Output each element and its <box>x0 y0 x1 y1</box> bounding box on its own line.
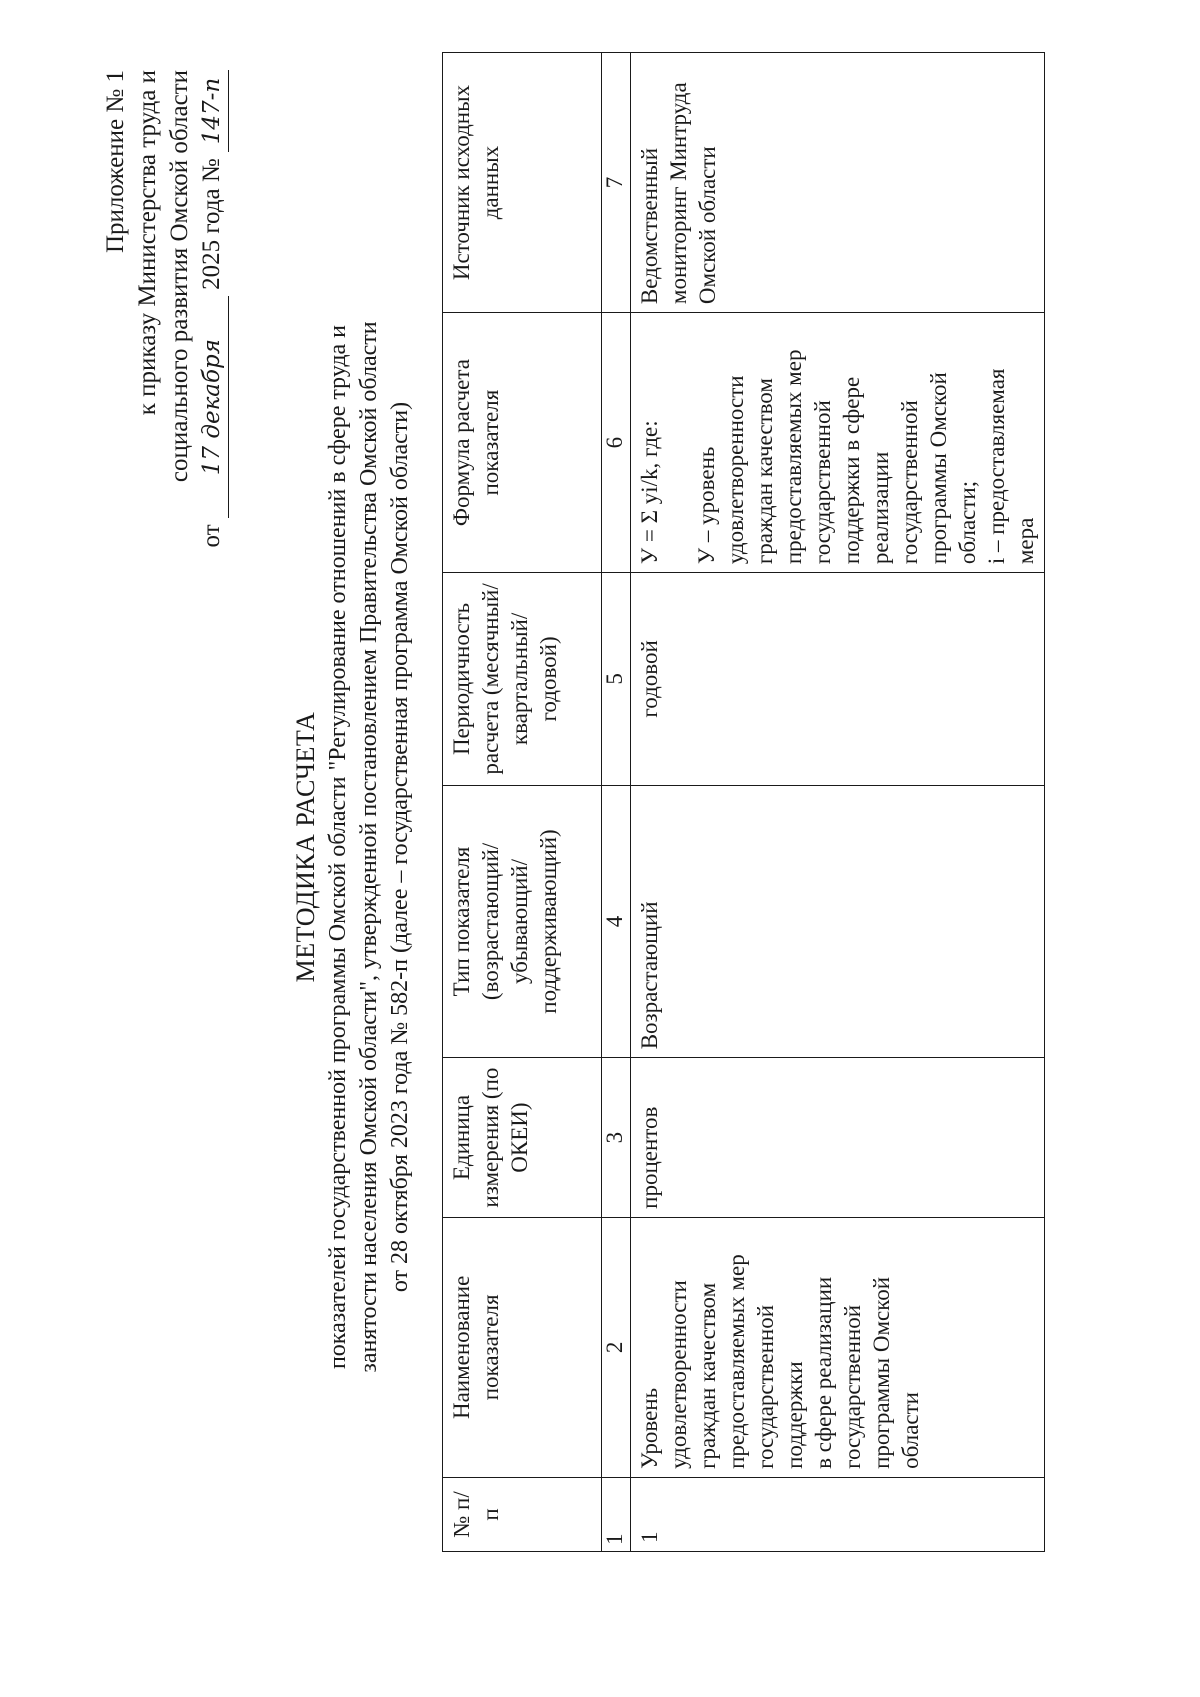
header-formula: Формула расчета показателя <box>443 313 602 573</box>
table-header-row <box>443 53 602 1552</box>
title-line-2: занятости населения Омской области", утвержденной постановлением Правительства Омской области <box>356 321 382 1373</box>
appendix-number: Приложение № 1 <box>102 70 129 254</box>
appendix-ministry-line: социального развития Омской области <box>166 70 193 483</box>
indicator-name-text: Уровень удовлетворенности граждан качеством предоставляемых мер государственной поддержки в сфере реализации государственной программы Омской области <box>637 1254 923 1469</box>
title-line-3: от 28 октября 2023 года № 582-п (далее – государственная программа Омской области) <box>387 401 413 1293</box>
handwritten-number: 147-п <box>196 70 229 152</box>
header-number: № п/п <box>443 1477 602 1551</box>
title-main: МЕТОДИКА РАСЧЕТА <box>291 711 320 983</box>
indicator-source: Ведомственный мониторинг Минтруда Омской области <box>631 53 1045 313</box>
column-number: 1 <box>602 1477 631 1551</box>
appendix-date-line <box>196 70 229 547</box>
handwritten-date: 17 декабря <box>196 296 229 518</box>
formula-spacer <box>664 321 692 564</box>
header-source: Источник исходных данных <box>443 53 602 313</box>
appendix-header <box>100 70 229 547</box>
document-title <box>290 197 416 1497</box>
row-number: 1 <box>631 1477 1045 1551</box>
indicators-table <box>442 52 1045 1552</box>
formula-expression: У = Σ yi/k, где: <box>637 420 662 565</box>
column-number: 2 <box>602 1217 631 1477</box>
formula-description-1: У – уровень удовлетворенности граждан качеством предоставляемых мер государственной поддержки в сфере реализации государственной программы Омской области; <box>694 349 980 565</box>
formula-description-2: i – предоставляемая мера <box>984 368 1038 565</box>
indicator-type: Возрастающий <box>631 785 1045 1058</box>
header-name: Наименование показателя <box>443 1217 602 1477</box>
year-text: 2025 года № <box>198 158 225 290</box>
table-row <box>631 53 1045 1552</box>
indicator-unit: процентов <box>631 1058 1045 1218</box>
header-unit: Единица измерения (по ОКЕИ) <box>443 1058 602 1218</box>
indicator-formula <box>631 313 1045 573</box>
column-number: 5 <box>602 573 631 786</box>
indicator-name <box>631 1217 1045 1477</box>
column-number: 3 <box>602 1058 631 1218</box>
date-prefix: от <box>198 524 225 548</box>
title-line-1: показателей государственной программы Омской области "Регулирование отношений в сфере труда и <box>325 324 351 1370</box>
column-number: 7 <box>602 53 631 313</box>
column-number: 4 <box>602 785 631 1058</box>
header-type: Тип показателя (возрастающий/ убывающий/ поддерживающий) <box>443 785 602 1058</box>
column-number-row <box>602 53 631 1552</box>
appendix-order-line: к приказу Министерства труда и <box>134 70 161 416</box>
column-number: 6 <box>602 313 631 573</box>
header-period: Периодичность расчета (месячный/ квартальный/ годовой) <box>443 573 602 786</box>
indicator-period: годовой <box>631 573 1045 786</box>
